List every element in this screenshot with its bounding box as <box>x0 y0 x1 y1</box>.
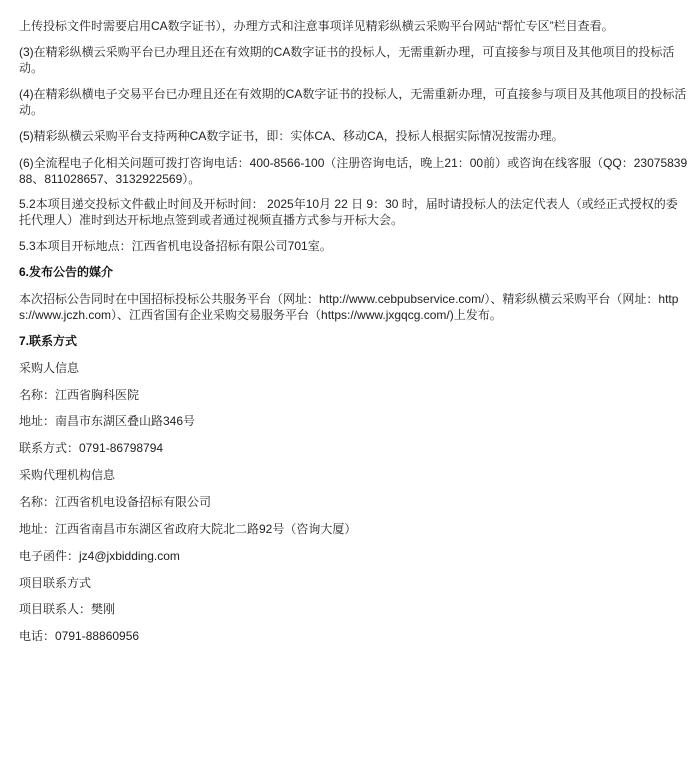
paragraph-5-2-deadline: 5.2本项目递交投标文件截止时间及开标时间： 2025年10月 22 日 9：30 时，届时请投标人的法定代表人（或经正式授权的委托代理人）准时到达开标地点签到或者通过视频直播方式参与开标大会。 <box>19 197 678 227</box>
paragraph-item-3: (3)在精彩纵横云采购平台已办理且还在有效期的CA数字证书的投标人，无需重新办理，可直接参与项目及其他项目的投标活动。 <box>19 45 675 75</box>
paragraph-item-4: (4)在精彩纵横电子交易平台已办理且还在有效期的CA数字证书的投标人，无需重新办理，可直接参与项目及其他项目的投标活动。 <box>19 87 687 117</box>
purchaser-address: 地址：南昌市东湖区叠山路346号 <box>19 414 196 428</box>
paragraph-media: 本次招标公告同时在中国招标投标公共服务平台（网址：http://www.cebpubservice.com/）、精彩纵横云采购平台（网址：https://www.jczh.com）、江西省国有企业采购交易服务平台（https://www.jxgqcg.com/)上发布。 <box>19 292 679 322</box>
paragraph-item-6: (6)全流程电子化相关问题可拨打咨询电话：400-8566-100（注册咨询电话，晚上21：00前）或咨询在线客服（QQ：2307583988、811028657、3132922569）。 <box>19 156 688 186</box>
agency-email: 电子函件：jz4@jxbidding.com <box>19 549 180 563</box>
project-phone: 电话：0791-88860956 <box>19 629 140 643</box>
agency-address: 地址：江西省南昌市东湖区省政府大院北二路92号（咨询大厦） <box>19 522 357 536</box>
section-heading-contact: 7.联系方式 <box>19 334 78 348</box>
paragraph-item-5: (5)精彩纵横云采购平台支持两种CA数字证书，即：实体CA、移动CA，投标人根据实际情况按需办理。 <box>19 129 564 143</box>
project-contact-title: 项目联系方式 <box>19 576 92 590</box>
agency-info-title: 采购代理机构信息 <box>19 468 116 482</box>
section-heading-media: 6.发布公告的媒介 <box>19 265 114 279</box>
agency-name: 名称：江西省机电设备招标有限公司 <box>19 495 212 509</box>
project-contact-person: 项目联系人：樊刚 <box>19 602 116 616</box>
paragraph-5-3-location: 5.3本项目开标地点：江西省机电设备招标有限公司701室。 <box>19 239 332 253</box>
purchaser-info-title: 采购人信息 <box>19 361 80 375</box>
purchaser-name: 名称：江西省胸科医院 <box>19 388 140 402</box>
purchaser-contact: 联系方式：0791-86798794 <box>19 441 164 455</box>
paragraph-ca-certificate-note: 上传投标文件时需要启用CA数字证书），办理方式和注意事项详见精彩纵横云采购平台网站“帮忙专区”栏目查看。 <box>19 19 614 33</box>
